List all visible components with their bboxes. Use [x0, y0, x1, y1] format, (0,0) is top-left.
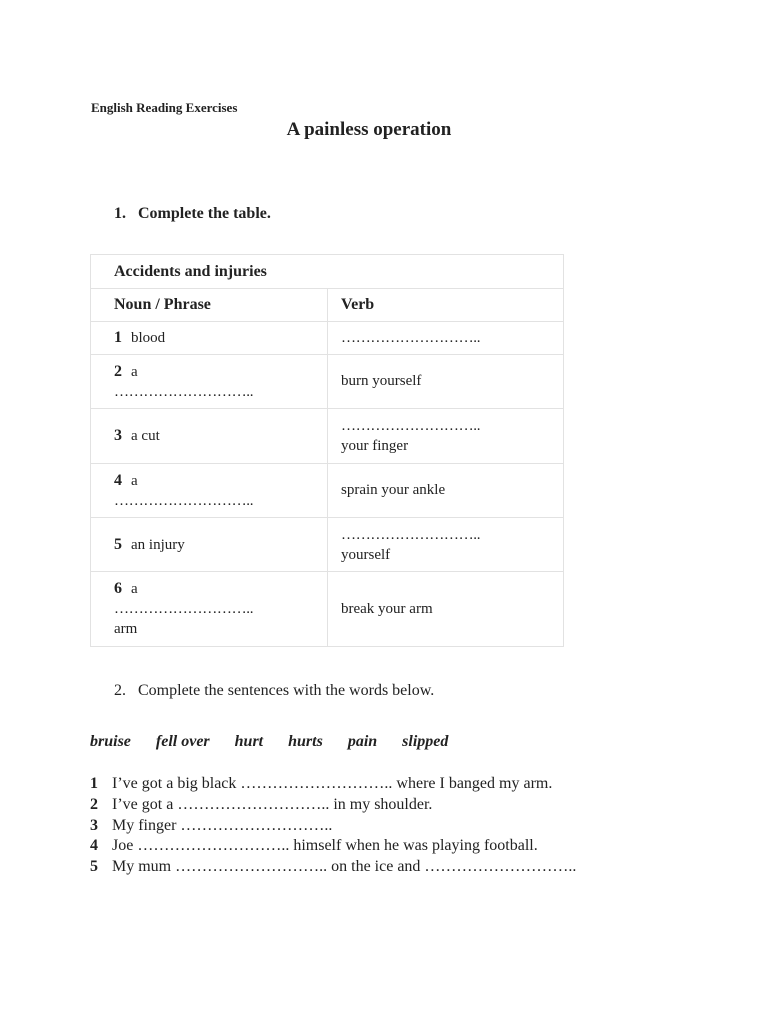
noun-cell	[91, 322, 328, 355]
sentence-number: 3	[90, 816, 98, 834]
noun-cell	[91, 464, 328, 518]
sentence-item	[90, 836, 576, 857]
word-bank-item: hurts	[288, 733, 323, 750]
noun-blank: ………………………..	[114, 492, 254, 509]
noun-cell	[91, 572, 328, 647]
verb-text: yourself	[341, 546, 391, 563]
verb-text: break your arm	[341, 600, 433, 617]
accidents-injuries-table	[90, 254, 564, 647]
noun-text: a	[131, 581, 138, 597]
sentence-number: 5	[90, 858, 98, 876]
verb-cell	[328, 464, 564, 518]
sentence-item	[90, 774, 576, 795]
table-caption-row	[91, 255, 564, 289]
word-bank-item: slipped	[402, 733, 449, 750]
row-number: 2	[114, 362, 122, 380]
verb-cell	[328, 572, 564, 647]
noun-blank: ………………………..	[114, 383, 254, 400]
row-number: 1	[114, 329, 122, 346]
sentence-list	[90, 774, 576, 878]
column-header-noun: Noun / Phrase	[91, 289, 328, 322]
sentence-text: got a ……………………….. in my shoulder.	[137, 795, 433, 813]
verb-text: sprain your ankle	[341, 482, 446, 498]
word-bank-item: fell over	[155, 733, 210, 750]
exercise-2-instruction: Complete the sentences with the words below.	[138, 682, 435, 699]
page-title: A painless operation	[286, 119, 452, 140]
table-header-row	[91, 289, 564, 322]
word-bank-item: pain	[347, 733, 378, 750]
sentence-text: got a big black ……………………….. where I banged my arm.	[137, 775, 553, 792]
verb-cell	[328, 518, 564, 572]
row-number: 4	[114, 471, 122, 489]
verb-cell	[328, 409, 564, 464]
sentence-emphasis: I’ve	[112, 795, 138, 813]
document-header-label: English Reading Exercises	[91, 100, 238, 115]
noun-cell	[91, 409, 328, 464]
exercise-1-number: 1.	[114, 205, 126, 222]
sentence-text: My finger ………………………..	[112, 816, 333, 834]
table-row	[91, 322, 564, 355]
exercise-1-heading	[114, 205, 271, 223]
noun-blank: ………………………..	[114, 601, 254, 617]
sentence-text: My mum ……………………….. on the ice and ………………………..	[112, 858, 577, 876]
table-row	[91, 355, 564, 409]
sentence-item	[90, 795, 576, 816]
noun-text: an injury	[131, 536, 185, 553]
sentence-emphasis: I’ve	[112, 775, 138, 792]
column-header-verb: Verb	[328, 289, 564, 322]
word-bank-item: bruise	[90, 733, 131, 750]
noun-text: a cut	[131, 428, 160, 444]
verb-cell	[328, 322, 564, 355]
verb-blank: ………………………..	[341, 526, 481, 543]
sentence-number: 4	[90, 837, 98, 855]
sentence-text: Joe ……………………….. himself when he was playing football.	[112, 837, 538, 855]
noun-cell	[91, 355, 328, 409]
verb-text: burn yourself	[341, 373, 422, 389]
exercise-1-instruction: Complete the table.	[138, 205, 271, 222]
row-number: 6	[114, 580, 122, 597]
verb-blank: ………………………..	[341, 329, 481, 346]
table-row	[91, 409, 564, 464]
sentence-item	[90, 857, 576, 878]
row-number: 3	[114, 427, 122, 444]
table-caption: Accidents and injuries	[91, 255, 564, 289]
word-bank-item: hurt	[234, 733, 264, 750]
noun-text: blood	[131, 330, 166, 346]
sentence-item	[90, 816, 576, 837]
sentence-number: 1	[90, 775, 98, 792]
table-row	[91, 572, 564, 647]
word-bank	[90, 733, 469, 751]
row-number: 5	[114, 535, 122, 553]
table-row	[91, 518, 564, 572]
noun-text-continued: arm	[114, 621, 138, 637]
verb-cell	[328, 355, 564, 409]
exercise-2-heading	[114, 682, 434, 700]
verb-blank: ………………………..	[341, 418, 481, 434]
table-row	[91, 464, 564, 518]
exercise-2-number: 2.	[114, 682, 126, 699]
noun-text: a	[131, 363, 138, 380]
noun-cell	[91, 518, 328, 572]
noun-text: a	[131, 472, 138, 489]
verb-text: your finger	[341, 438, 409, 454]
sentence-number: 2	[90, 795, 98, 813]
